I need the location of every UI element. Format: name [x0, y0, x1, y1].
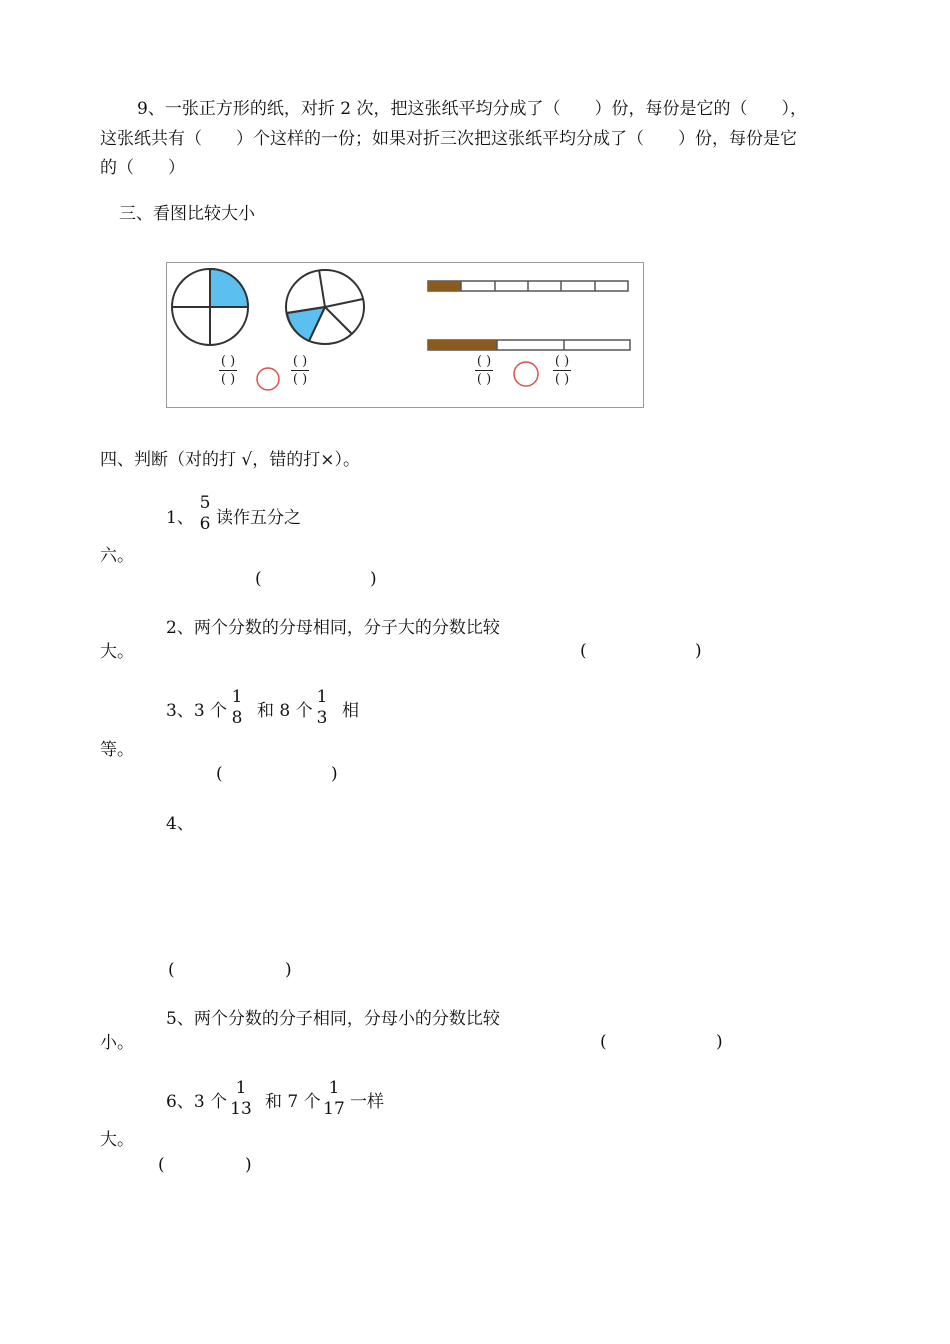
blank-fraction-den: ( ) — [220, 372, 236, 387]
item6-answer-close: ) — [245, 1155, 252, 1175]
blank-fraction-num: ( ) — [292, 354, 308, 369]
item3-mid: 和 8 个 — [257, 701, 313, 721]
bar-sixths-filled — [428, 281, 461, 291]
item6-prefix: 6、3 个 — [166, 1092, 228, 1112]
fraction-bar — [475, 370, 493, 371]
item2-text: 2、两个分数的分母相同，分子大的分数比较 — [166, 618, 500, 638]
circle-fifths — [286, 270, 364, 344]
item6-wrap: 大。 — [100, 1130, 134, 1150]
fraction-bar — [219, 370, 237, 371]
item3-fraction-2 — [315, 689, 329, 727]
item1-answer-close: ) — [370, 569, 377, 589]
compare-circle-right[interactable] — [514, 362, 538, 386]
q9-line3: 的（ ） — [100, 158, 185, 178]
blank-fraction-2[interactable] — [291, 355, 309, 386]
item3-answer-close: ) — [331, 764, 338, 784]
item3-fraction-1 — [230, 689, 244, 727]
item5-text: 5、两个分数的分子相同，分母小的分数比较 — [166, 1009, 500, 1029]
q9-line2: 这张纸共有（ ）个这样的一份；如果对折三次把这张纸平均分成了（ ）份，每份是它 — [100, 129, 797, 149]
blank-fraction-den: ( ) — [292, 372, 308, 387]
item1-wrap: 六。 — [100, 546, 134, 566]
item1-prefix: 1、 — [166, 508, 194, 528]
fraction-numerator: 5 — [199, 493, 211, 513]
item3-suffix: 相 — [342, 701, 359, 721]
fraction-bar — [291, 370, 309, 371]
comparison-figure-svg — [167, 263, 645, 409]
bar-sixths — [428, 281, 628, 291]
fraction-numerator: 1 — [235, 1078, 247, 1098]
item1-text: 读作五分之 — [216, 508, 301, 528]
fraction-denominator: 8 — [231, 708, 243, 728]
blank-fraction-den: ( ) — [554, 372, 570, 387]
blank-fraction-num: ( ) — [220, 354, 236, 369]
item3-answer-open[interactable]: ( — [216, 764, 223, 784]
item2-answer-open[interactable]: ( — [580, 641, 587, 661]
section3-title: 三、看图比较大小 — [119, 204, 255, 224]
bar-thirds-filled — [428, 340, 497, 350]
circle-quarters — [172, 269, 248, 345]
fraction-numerator: 1 — [328, 1078, 340, 1098]
item2-wrap: 大。 — [100, 642, 134, 662]
item5-wrap: 小。 — [100, 1033, 134, 1053]
blank-fraction-den: ( ) — [476, 372, 492, 387]
item5-answer-close: ) — [716, 1032, 723, 1052]
fraction-numerator: 1 — [231, 687, 243, 707]
item3-wrap: 等。 — [100, 740, 134, 760]
blank-fraction-num: ( ) — [476, 354, 492, 369]
blank-fraction-num: ( ) — [554, 354, 570, 369]
item4-prefix: 4、 — [166, 814, 194, 834]
circle-quarters-shaded — [210, 269, 248, 307]
fraction-numerator: 1 — [316, 687, 328, 707]
item5-answer-open[interactable]: ( — [600, 1032, 607, 1052]
item2-answer-close: ) — [695, 641, 702, 661]
compare-circle-left[interactable] — [257, 368, 279, 390]
item3-prefix: 3、3 个 — [166, 701, 228, 721]
blank-fraction-4[interactable] — [553, 355, 571, 386]
item6-mid: 和 7 个 — [265, 1092, 321, 1112]
fraction-denominator: 3 — [316, 708, 328, 728]
fraction-denominator: 13 — [230, 1099, 252, 1119]
blank-fraction-3[interactable] — [475, 355, 493, 386]
item6-suffix: 一样 — [350, 1092, 384, 1112]
fraction-bar — [553, 370, 571, 371]
item1-answer-open[interactable]: ( — [255, 569, 262, 589]
item4-answer-close: ) — [285, 960, 292, 980]
bar-thirds — [428, 340, 630, 350]
fraction-denominator: 17 — [323, 1099, 345, 1119]
section4-title: 四、判断（对的打 √，错的打×）。 — [100, 450, 360, 470]
q9-line1: 9、一张正方形的纸，对折 2 次，把这张纸平均分成了（ ）份，每份是它的（ ）， — [137, 99, 807, 119]
item1-fraction — [197, 495, 213, 533]
item6-fraction-2 — [322, 1080, 346, 1118]
comparison-figure — [166, 262, 644, 408]
item6-answer-open[interactable]: ( — [158, 1155, 165, 1175]
fraction-denominator: 6 — [199, 514, 211, 534]
item6-fraction-1 — [229, 1080, 253, 1118]
blank-fraction-1[interactable] — [219, 355, 237, 386]
item4-answer-open[interactable]: ( — [168, 960, 175, 980]
